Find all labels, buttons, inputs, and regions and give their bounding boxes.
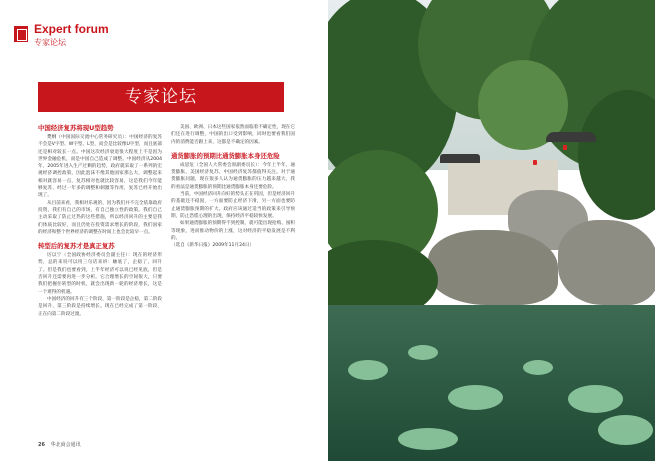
section-title-en: Expert forum bbox=[34, 22, 109, 36]
photo-pavilion-roof bbox=[546, 132, 596, 142]
article-heading: 中国经济复苏将现U型趋势 bbox=[38, 124, 114, 132]
section-logo-icon bbox=[14, 26, 28, 42]
article-paragraph: 中国经济的回升有三个阶段，第一阶段是企稳，第二阶段是回升，第三阶段是持续增长。现在已经完成了第一阶段，正在向第二阶段过渡。 bbox=[38, 296, 162, 317]
article-paragraph: 当前，中国经济回升向好的势头正在巩固，但是经济回升的基础还不稳固，一方面要防止经济下滑，另一方面也要防止通货膨胀预期的扩大。政府应该通过适当的政策来引导预期，防止恐慌心理的出现，保持经济平稳较快发展。 bbox=[171, 192, 295, 219]
photo-lotus-leaf bbox=[568, 385, 623, 413]
article-paragraph: 如果通货膨胀的预期得不到控制，就可能出现抢购、囤积等现象，进而推动物价的上涨，这对经济的平稳发展是不利的。 bbox=[171, 221, 295, 241]
text-column-left bbox=[38, 124, 162, 318]
magazine-title: 华北商会通讯 bbox=[50, 442, 81, 448]
photo-lotus-leaf bbox=[348, 360, 388, 380]
article-paragraph: 从目前来看，我相对乐观的，因为我们并不完全依靠政府投资，我们有自己的市场，有自己独立性的政策。我们自己主动采取了防止过热的这些措施，所以经济回升的主要是我们体质比较好，而且仍处在投资需求增长的阶段，我们国家的经济和整个世界经济的调整在时间上也会比较早一点。 bbox=[38, 200, 162, 235]
photo-rockery bbox=[558, 220, 655, 305]
garden-photo bbox=[328, 0, 655, 461]
photo-lotus-leaf bbox=[598, 415, 653, 445]
article-heading: 通货膨胀的预期比通货膨胀本身还危险 bbox=[171, 151, 280, 160]
photo-lantern bbox=[533, 160, 537, 165]
article-heading: 转型后的复苏才是真正复苏 bbox=[38, 242, 115, 251]
photo-rockery bbox=[428, 230, 558, 305]
photo-lotus-leaf bbox=[523, 360, 553, 375]
article-source: （选自《新华日报》2009年11月24日） bbox=[171, 243, 255, 249]
page-title-banner bbox=[38, 82, 284, 112]
article-paragraph: 樊纲（中国国际交流中心常务研究员）：中国经济的复苏不会是V字型、W字型、L型，而会是比较像U字型，而且底部还是相对较长一点。中国这次经济衰退很大程度上不是因为世界金融危机，而是中国自己造成了调整。中国经济从2004年、2005年进入生产过剩的趋势，政府就采取了一系列的宏观经济调控政策，因此泡沫不像其他国家那么大，调整起来相对就容易一点，复苏相对也就比较容易，这是我们今年能够复苏，经过一年多的调整和刺激等作用，复苏已经开始出现了。 bbox=[38, 135, 162, 199]
photo-lantern bbox=[563, 145, 567, 150]
article-paragraph: 厉以宁（全国政协经济委员会副主任）：现在的经济形势，总的来说可以用三句话来讲：触底了，企稳了，回升了。但是我们也要看到，上半年经济可以说已经见底，但是否回升还需要再进一步分析。它合理增长的空间很大，只要我们把握住转型的时机，就会出现新一轮的经济增长，这是一个难得的机遇。 bbox=[38, 253, 162, 295]
article-paragraph: 成思危（全国人大常委会原副委员长）：今年上半年，通货膨胀、美国经济复苏、中国经济复苏都值得关注。对于通货膨胀问题，现在很多人认为通货膨胀的压力越来越大，我的看法是通货膨胀的预期比通货膨胀本身还要危险。 bbox=[171, 162, 295, 190]
section-title-cn: 专家论坛 bbox=[34, 38, 66, 47]
page-footer bbox=[38, 441, 81, 448]
text-column-right bbox=[171, 124, 295, 249]
photo-pavilion-roof bbox=[440, 154, 480, 163]
page-number: 26 bbox=[38, 442, 45, 448]
photo-lotus-leaf bbox=[398, 428, 458, 450]
photo-lotus-leaf bbox=[448, 385, 503, 410]
page-title: 专家论坛 bbox=[125, 87, 197, 107]
photo-lotus-leaf bbox=[408, 345, 438, 360]
article-paragraph: 美国、欧洲、日本这些国家依然面临着不确定性，现在它们还在进行调整，中国的出口受到影响，同时也要看我们国内的消费能否跟上来，这都是不确定的因素。 bbox=[171, 125, 295, 145]
